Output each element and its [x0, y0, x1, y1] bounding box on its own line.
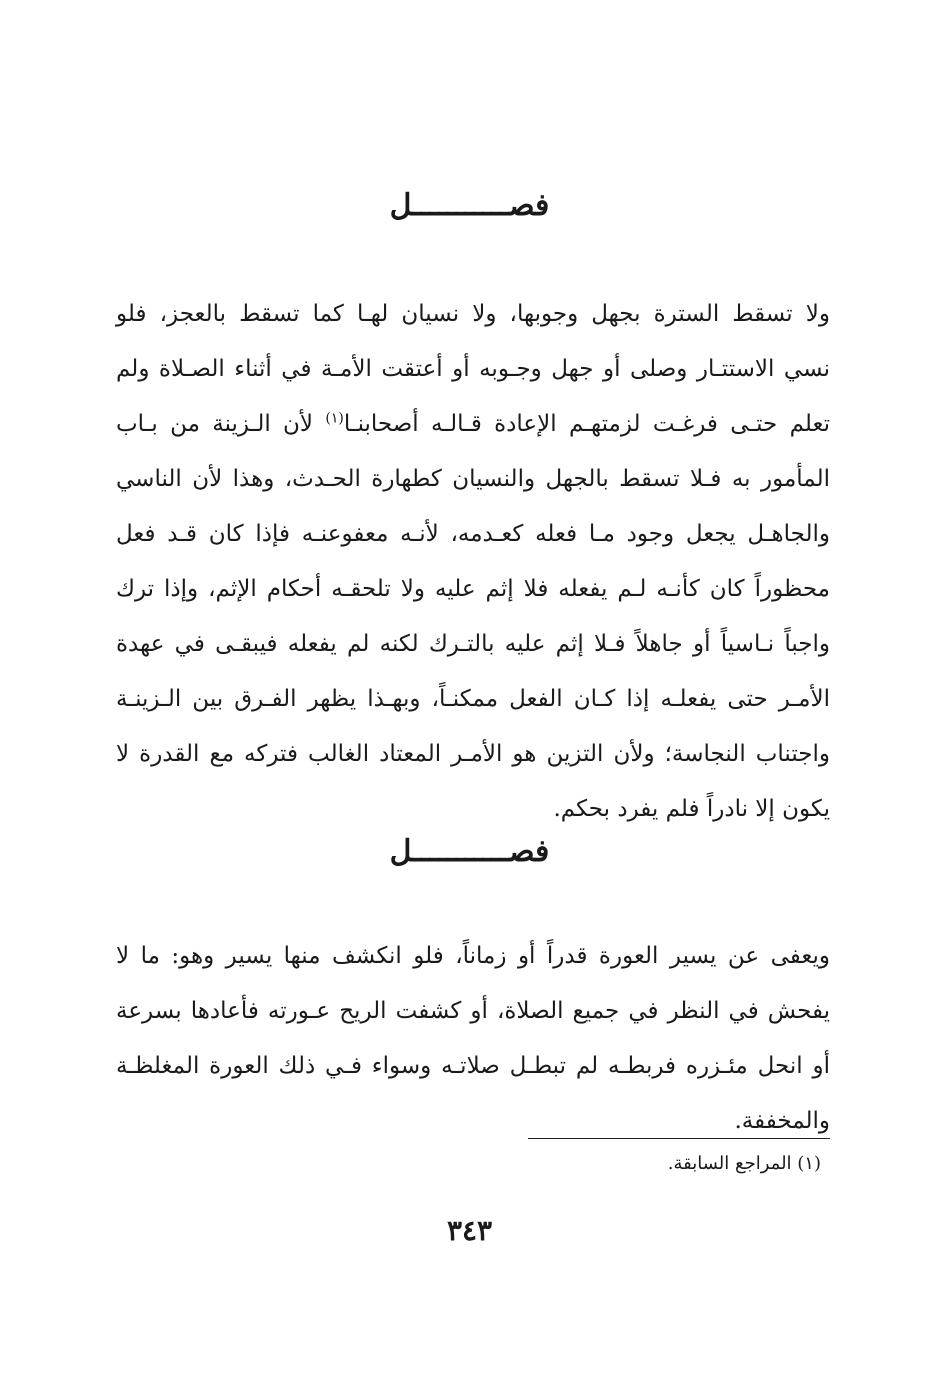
text-line-end: لأن الـزينة من بـاب	[116, 411, 326, 437]
text-line: الأمـر حتى يفعلـه إذا كـان الفعل ممكنـاً، وبهـذا يظهر الفـرق بين الـزينـة	[116, 686, 830, 712]
footnote: (١) المراجع السابقة.	[667, 1153, 821, 1174]
text-line: محظوراً كان كأنـه لـم يفعله فلا إثم عليه ولا تلحقـه أحكام الإثم، وإذا ترك	[116, 576, 830, 602]
text-line: ويعفى عن يسير العورة قدراً أو زماناً، فلو انكشف منها يسير وهو: ما لا	[116, 943, 830, 969]
text-line: ولا تسقط السترة بجهل وجوبها، ولا نسيان لهـا كما تسقط بالعجز، فلو	[116, 301, 830, 327]
section-1-paragraph	[116, 287, 830, 837]
text-line: واجباً نـاسياً أو جاهلاً فـلا إثم عليه بالتـرك لكنه لم يفعله فيبقـى في عهدة	[116, 631, 830, 657]
text-line: المأمور به فـلا تسقط بالجهل والنسيان كطهارة الحـدث، وهذا لأن الناسي	[116, 466, 830, 492]
footnote-divider	[528, 1138, 830, 1139]
section-heading: فصـــــــــــل	[389, 834, 550, 869]
text-line: يفحش في النظر في جميع الصلاة، أو كشفت الريح عـورته فأعادها بسرعة	[116, 998, 830, 1024]
text-line	[116, 397, 830, 452]
footnote-reference: (١)	[325, 410, 344, 427]
text-line: يكون إلا نادراً فلم يفرد بحكم.	[553, 796, 830, 822]
text-line: والمخففة.	[734, 1108, 830, 1134]
section-heading: فصـــــــــــل	[389, 188, 550, 223]
text-line: نسي الاستتـار وصلى أو جهل وجـوبه أو أعتقت الأمـة في أثناء الصـلاة ولم	[116, 356, 830, 382]
text-line: والجاهـل يجعل وجود مـا فعله كعـدمه، لأنـه معفوعنـه فإذا كان قـد فعل	[116, 521, 830, 547]
text-line-start: تعلم حتـى فرغـت لزمتهـم الإعادة قـالـه أصحابنـا	[343, 411, 830, 437]
section-2-paragraph	[116, 929, 830, 1149]
page-number: ٣٤٣	[446, 1214, 493, 1247]
text-line: أو انحل مئـزره فربطـه لم تبطـل صلاتـه وسواء فـي ذلك العورة المغلظـة	[116, 1053, 830, 1079]
text-line: واجتناب النجاسة؛ ولأن التزين هو الأمـر المعتاد الغالب فتركه مع القدرة لا	[116, 741, 830, 767]
